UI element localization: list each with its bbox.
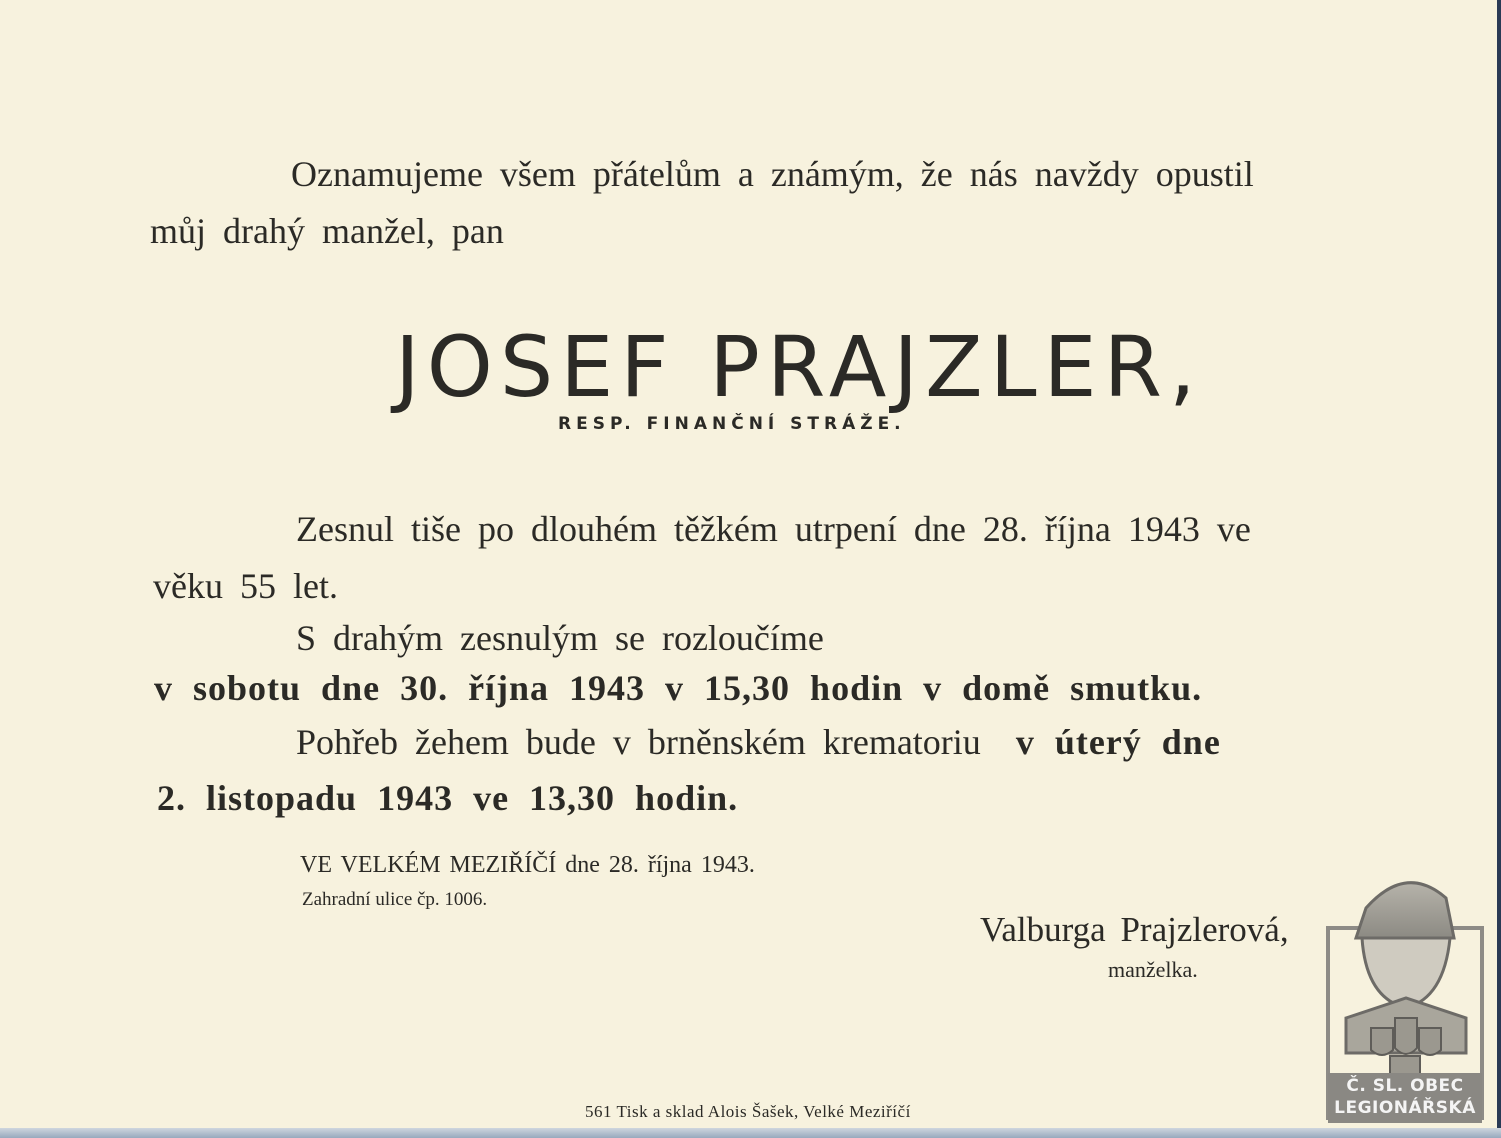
death-line-2: věku 55 let.: [153, 566, 338, 606]
stamp-text-line-1: Č. SL. OBEC: [1346, 1076, 1464, 1096]
intro-line-2: můj drahý manžel, pan: [150, 211, 504, 251]
funeral-line-1-plain: Pohřeb žehem bude v brněnském krematoriu: [296, 722, 981, 762]
funeral-line-1-bold: v úterý dne: [1015, 722, 1221, 762]
coat-of-arms-icon: [1371, 1018, 1441, 1082]
place-address: Zahradní ulice čp. 1006.: [302, 889, 488, 910]
scan-edge: [0, 1128, 1501, 1138]
farewell-line-1: S drahým zesnulým se rozloučíme: [296, 618, 824, 658]
farewell-line-2: v sobotu dne 30. října 1943 v 15,30 hodin v domě smutku.: [154, 668, 1203, 708]
funeral-line-1: [296, 724, 1221, 760]
death-line-1: Zesnul tiše po dlouhém těžkém utrpení dne 28. října 1943 ve: [296, 509, 1251, 549]
place-date-line: VE VELKÉM MEZIŘÍČÍ dne 28. října 1943.: [300, 852, 755, 878]
deceased-title: RESP. FINANČNÍ STRÁŽE.: [558, 414, 906, 434]
helmet-icon: [1356, 883, 1454, 938]
funeral-line-2: 2. listopadu 1943 ve 13,30 hodin.: [157, 778, 739, 818]
signature-name: Valburga Prajzlerová,: [980, 910, 1289, 949]
intro-line-1: Oznamujeme všem přátelům a známým, že nás navždy opustil: [291, 154, 1254, 194]
deceased-name: JOSEF PRAJZLER,: [395, 318, 1203, 416]
signature-relation: manželka.: [1108, 957, 1198, 982]
stamp-text-line-2: LEGIONÁŘSKÁ: [1334, 1098, 1476, 1118]
printer-imprint: 561 Tisk a sklad Alois Šašek, Velké Meziříčí: [585, 1102, 911, 1121]
